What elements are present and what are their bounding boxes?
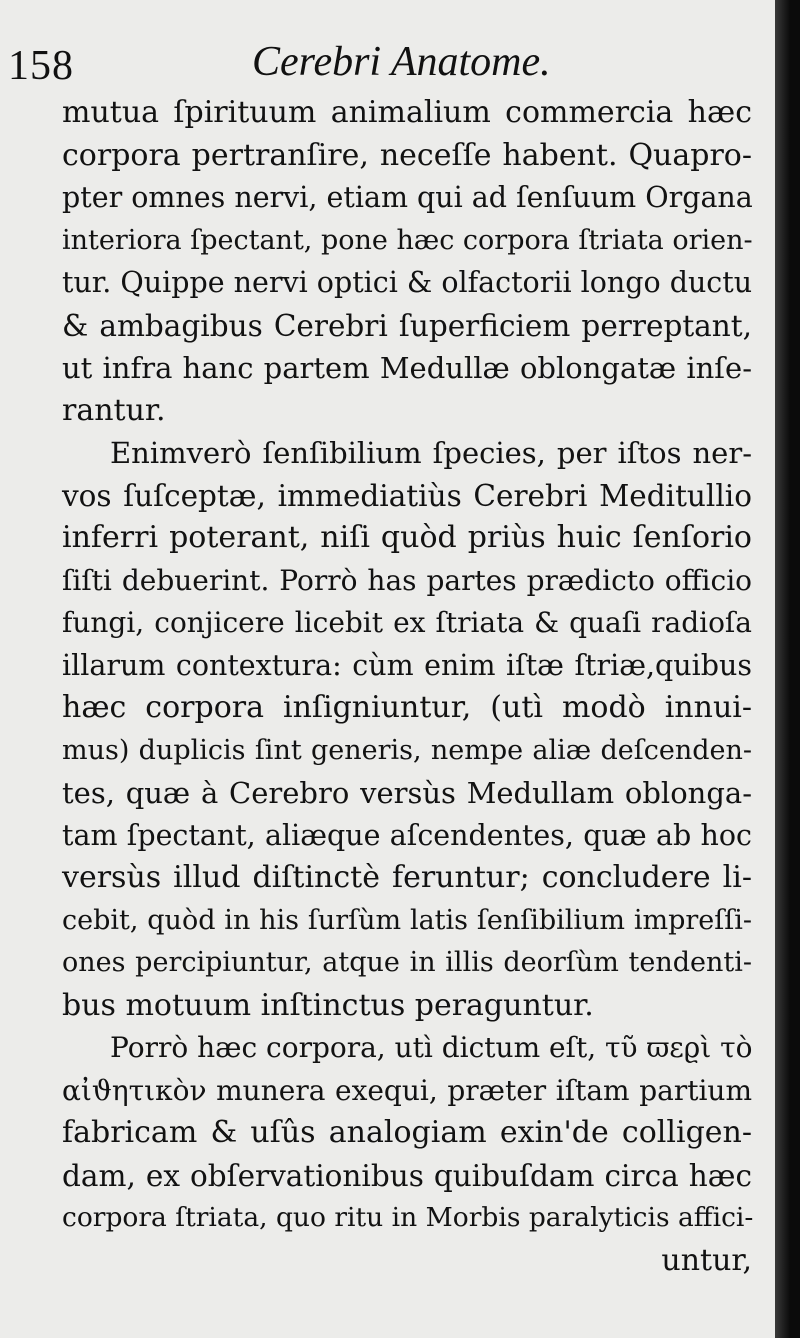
text-line: mus) duplicis ſint generis, nempe aliæ deſcenden- — [62, 734, 752, 766]
text-line: ut infra hanc partem Medullæ oblongatæ inſe- — [62, 351, 752, 385]
text-line: rantur. — [62, 392, 166, 428]
text-line: Porrò hæc corpora, utì dictum eſt, τῦ ϖεϱὶ τὸ — [110, 1031, 753, 1064]
page-edge-shadow — [775, 0, 800, 1338]
text-line: untur, — [661, 1242, 752, 1278]
text-line: versùs illud diſtinctè feruntur; concludere li- — [62, 860, 752, 895]
text-line: tam ſpectant, aliæque aſcendentes, quæ ab hoc — [62, 818, 752, 852]
paragraph-2 — [62, 432, 752, 1027]
text-line: corpora pertranſire, neceſſe habent. Quapro- — [62, 137, 752, 173]
text-line: dam, ex obſervationibus quibuſdam circa hæc — [62, 1158, 752, 1193]
text-line: interiora ſpectant, pone hæc corpora ſtriata orien- — [62, 224, 753, 256]
text-line: pter omnes nervi, etiam qui ad ſenſuum Organa — [62, 181, 753, 214]
page-number: 158 — [8, 43, 74, 89]
text-line: αἰϑητικὸν munera exequi, præter iſtam partium — [62, 1073, 752, 1107]
body-text — [62, 92, 752, 1282]
text-line: corpora ſtriata, quo ritu in Morbis paralyticis affici- — [62, 1202, 754, 1233]
text-line: fungi, conjicere licebit ex ſtriata & quaſi radioſa — [62, 606, 752, 639]
paragraph-1 — [62, 92, 752, 432]
text-line: ones percipiuntur, atque in illis deorſùm tendenti- — [62, 947, 752, 978]
text-line: & ambagibus Cerebri ſuperficiem perreptant, — [62, 308, 752, 343]
text-line: vos ſuſceptæ, immediatiùs Cerebri Meditullio — [62, 478, 752, 513]
text-line: bus motuum inſtinctus peraguntur. — [62, 987, 594, 1023]
text-line: inferri poterant, niſi quòd priùs huic ſenſorio — [62, 520, 752, 555]
text-line: illarum contextura: cùm enim iſtæ ſtriæ,quibus — [62, 648, 752, 682]
text-line: fabricam & uſûs analogiam exin'de colligen- — [62, 1115, 752, 1150]
text-line: Enimverò ſenſibilium ſpecies, per iſtos ner- — [110, 436, 752, 470]
text-line: ſiſti debuerint. Porrò has partes prædicto officio — [62, 563, 752, 597]
page-header — [0, 28, 775, 88]
text-line: mutua ſpirituum animalium commercia hæc — [62, 95, 752, 130]
text-line: tes, quæ à Cerebro versùs Medullam oblonga- — [62, 776, 752, 810]
text-line: hæc corpora inſigniuntur, (utì modò innui- — [62, 690, 752, 725]
text-line: cebit, quòd in his ſurſùm latis ſenſibilium impreſſi- — [62, 904, 752, 936]
running-head: Cerebri Anatome. — [252, 39, 551, 85]
paragraph-3 — [62, 1027, 752, 1282]
text-line: tur. Quippe nervi optici & olfactorii longo ductu — [62, 266, 753, 299]
